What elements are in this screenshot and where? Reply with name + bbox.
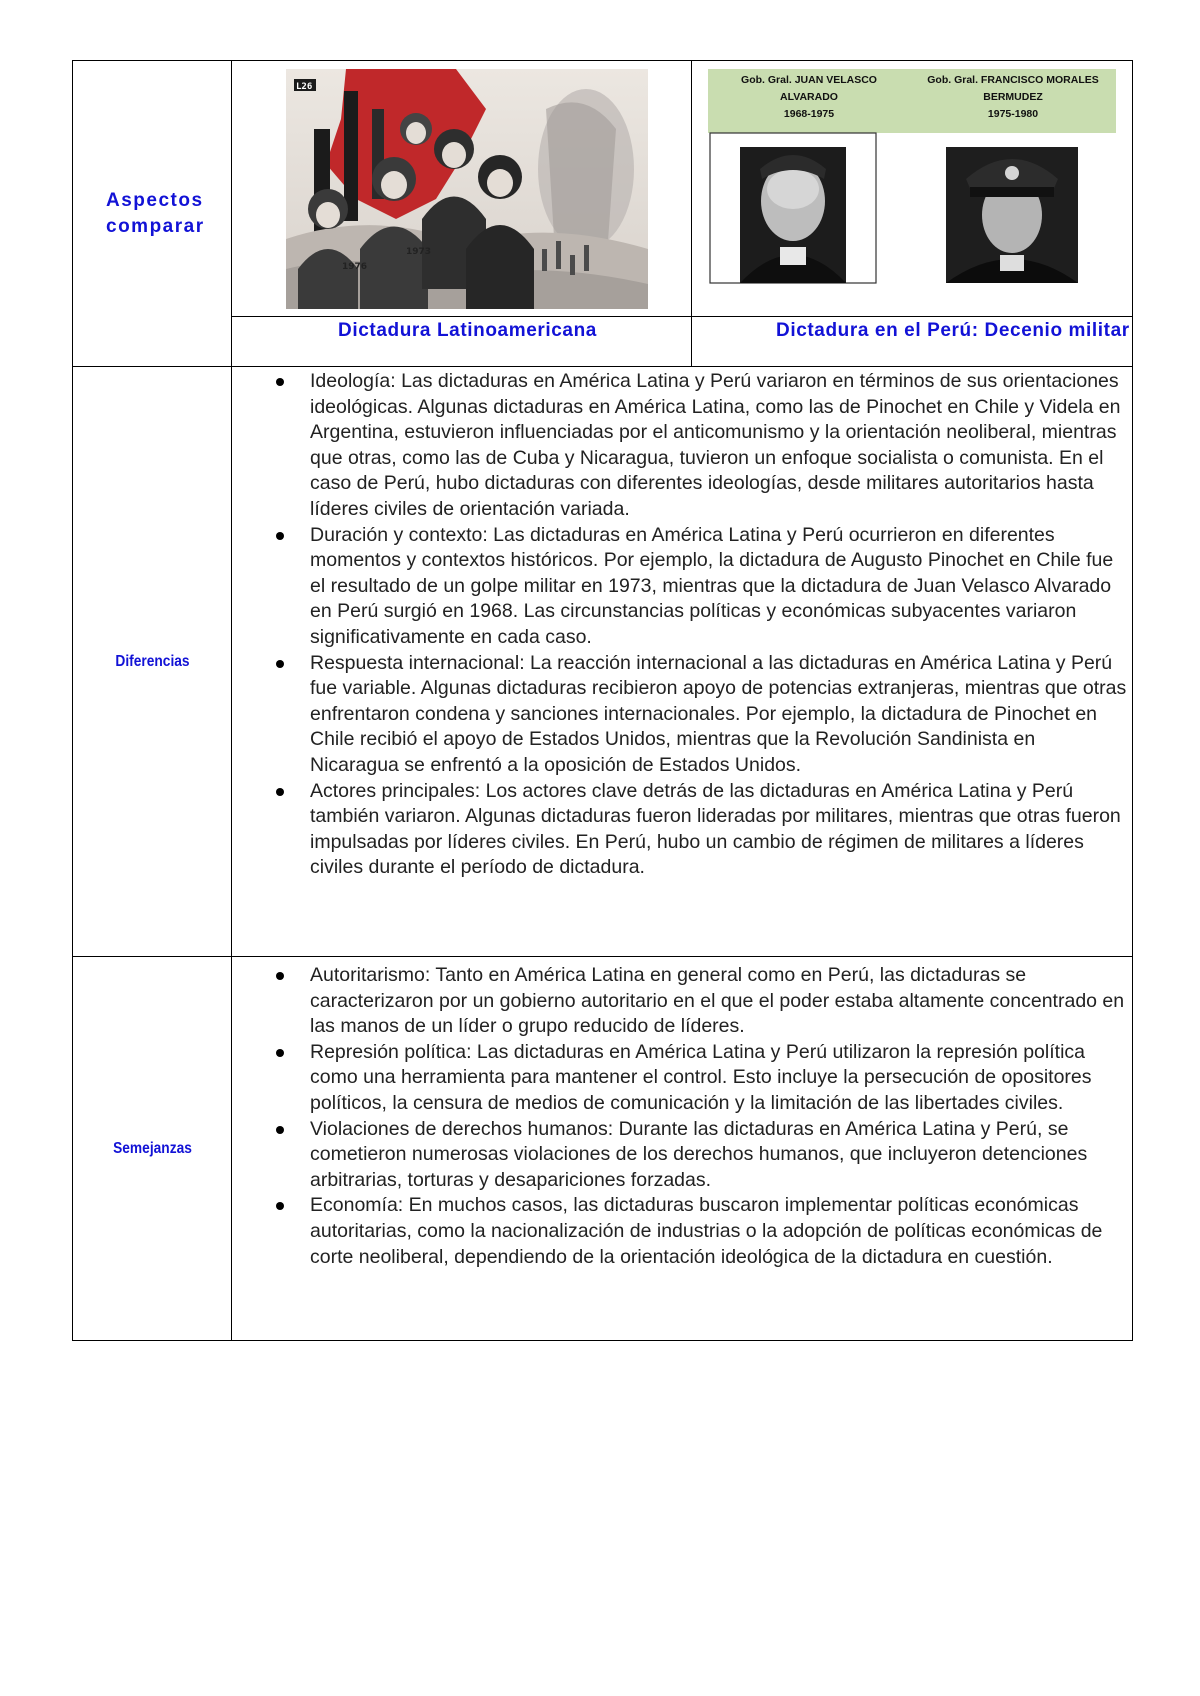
- list-item: Represión política: Las dictaduras en América Latina y Perú utilizaron la represión política como una herramienta para mantener el control. Esto incluye la persecución de opositores políticos, la censura de medios de comunicación y la limitación de las libertades civiles.: [310, 1040, 1128, 1117]
- header-caption-row: [73, 317, 1133, 367]
- similarities-list: [236, 963, 1128, 1270]
- morales-caption-line1: Gob. Gral. FRANCISCO MORALES: [927, 74, 1099, 86]
- list-item: Ideología: Las dictaduras en América Latina y Perú variaron en términos de sus orientaciones ideológicas. Algunas dictaduras en América Latina, como las de Pinochet en Chile y Videla en Argentina, estuvieron influenciadas por el anticomunismo y la orientación neoliberal, mientras que otras, como las de Cuba y Nicaragua, tuvieron un enfoque socialista o comunista. En el caso de Perú, hubo dictaduras con diferentes ideologías, desde militares autoritarios hasta líderes civiles de orientación variada.: [310, 369, 1128, 523]
- similarities-content: [232, 957, 1133, 1341]
- peru-dictatorship-caption: Dictadura en el Perú: Decenio militar: [692, 317, 1133, 367]
- latam-dictatorship-caption: Dictadura Latinoamericana: [232, 317, 692, 367]
- collage-year-1973: 1973: [406, 247, 432, 257]
- differences-label: Diferencias: [84, 367, 221, 957]
- dictators-collage-image: [286, 69, 648, 309]
- list-item: Respuesta internacional: La reacción internacional a las dictaduras en América Latina y Perú fue variable. Algunas dictaduras recibieron apoyo de potencias extranjeras, mientras que otras enfrentaron condena y sanciones internacionales. Por ejemplo, la dictadura de Pinochet en Chile recibió el apoyo de Estados Unidos, mientras que la Revolución Sandinista en Nicaragua se enfrentó a la oposición de Estados Unidos.: [310, 651, 1128, 779]
- morales-caption-line3: 1975-1980: [987, 108, 1039, 120]
- similarities-row: [73, 957, 1133, 1341]
- velasco-caption-line2: ALVARADO: [780, 91, 838, 103]
- aspects-label: Aspectos comparar: [73, 61, 232, 367]
- velasco-portrait: [740, 147, 846, 283]
- list-item: Actores principales: Los actores clave detrás de las dictaduras en América Latina y Perú también variaron. Algunas dictaduras fueron lideradas por militares, mientras que otras fueron impulsadas por líderes civiles. En Perú, hubo un cambio de régimen de militares a líderes civiles durante el período de dictadura.: [310, 779, 1128, 881]
- morales-portrait: [946, 147, 1078, 283]
- collage-badge-text: L26: [296, 82, 313, 92]
- list-item: Duración y contexto: Las dictaduras en América Latina y Perú ocurrieron en diferentes momentos y contextos históricos. Por ejemplo, la dictadura de Augusto Pinochet en Chile fue el resultado de un golpe militar en 1973, mientras que la dictadura de Juan Velasco Alvarado en Perú surgió en 1968. Las circunstancias políticas y económicas subyacentes variaron significativamente en cada caso.: [310, 523, 1128, 651]
- velasco-caption-line3: 1968-1975: [783, 108, 835, 120]
- velasco-caption-line1: Gob. Gral. JUAN VELASCO: [741, 74, 877, 86]
- header-image-row: [73, 61, 1133, 317]
- latam-image-cell: [232, 61, 692, 317]
- differences-content: [232, 367, 1133, 957]
- list-item: Violaciones de derechos humanos: Durante las dictaduras en América Latina y Perú, se cometieron numerosas violaciones de los derechos humanos, que incluyeron detenciones arbitrarias, torturas y desapariciones forzadas.: [310, 1117, 1128, 1194]
- peru-image-cell: [692, 61, 1133, 317]
- morales-caption-line2: BERMUDEZ: [983, 91, 1043, 103]
- list-item: Autoritarismo: Tanto en América Latina en general como en Perú, las dictaduras se caracterizaron por un gobierno autoritario en el que el poder estaba altamente concentrado en las manos de un líder o grupo reducido de líderes.: [310, 963, 1128, 1040]
- similarities-label: Semejanzas: [84, 957, 221, 1341]
- collage-year-1976: 1976: [342, 262, 368, 272]
- peru-leaders-portraits-image: [708, 69, 1116, 303]
- differences-list: [236, 369, 1128, 881]
- comparison-table: [72, 60, 1133, 1341]
- differences-row: [73, 367, 1133, 957]
- list-item: Economía: En muchos casos, las dictaduras buscaron implementar políticas económicas autoritarias, como la nacionalización de industrias o la adopción de políticas económicas de corte neoliberal, dependiendo de la orientación ideológica de la dictadura en cuestión.: [310, 1193, 1128, 1270]
